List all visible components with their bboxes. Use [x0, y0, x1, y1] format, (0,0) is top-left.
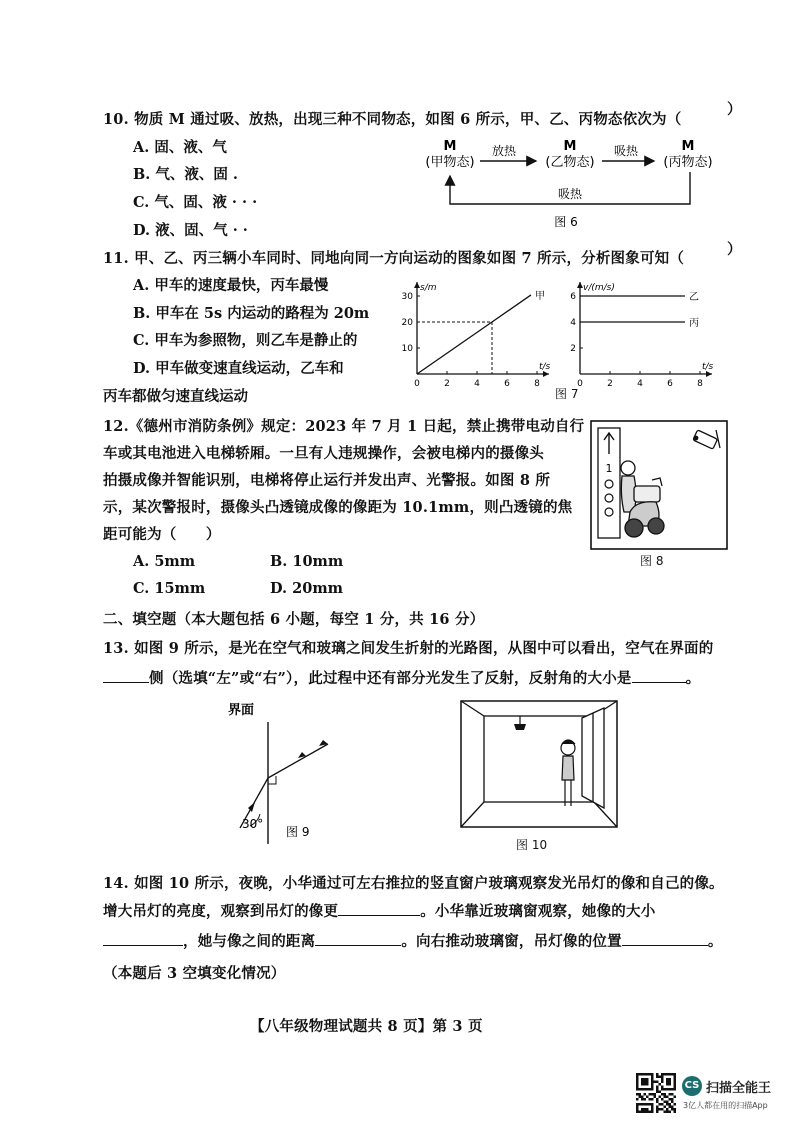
q14-line-3 [103, 930, 723, 951]
page-footer: 【八年级物理试题共 8 页】第 3 页 [250, 1018, 483, 1035]
figure-8-elevator-illustration [590, 420, 728, 550]
y-tick-label: 20 [401, 318, 413, 328]
q12-line-4: 示，某次警报时，摄像头凸透镜成像的像距为 10.1mm，则凸透镜的焦 [103, 499, 573, 516]
series-label-1: 乙 [689, 292, 699, 303]
x-tick-label: 6 [504, 379, 510, 389]
angle-label: 30° [242, 817, 264, 831]
q12-line-5: 距可能为（ ） [103, 526, 221, 543]
q11-close-paren: ） [727, 241, 742, 258]
arrow-3-label: 吸热 [557, 187, 583, 201]
figure-7-chart-s-t [395, 276, 555, 392]
x-tick-label: 0 [577, 379, 583, 389]
refracted-ray [268, 744, 328, 778]
state-1-m: M [443, 139, 457, 154]
figure-7-chart-v-t [560, 276, 730, 392]
q14-line-1: 14. 如图 10 所示，夜晚，小华通过可左右推拉的竖直窗户玻璃观察发光吊灯的像和自己的像。 [103, 875, 724, 892]
figure-6-diagram [400, 132, 720, 232]
q14-text-2a: 增大吊灯的亮度，观察到吊灯的像更 [103, 903, 339, 920]
qr-code-icon [636, 1073, 676, 1113]
window-icon [582, 708, 604, 808]
figure-9-caption: 图 9 [286, 825, 310, 839]
interface-label: 界面 [228, 703, 255, 718]
q11-stem: 11. 甲、乙、丙三辆小车同时、同地向同一方向运动的图象如图 7 所示，分析图象可知（ [103, 250, 685, 267]
y-tick-label: 10 [401, 344, 413, 354]
q14-text-3a: ，她与像之间的距离 [183, 933, 316, 950]
y-tick-label: 4 [570, 318, 576, 328]
q14-line-2 [103, 900, 655, 921]
state-3-name: (丙物态) [663, 155, 713, 170]
x-tick-label: 8 [534, 379, 540, 389]
q12-option-a: A. 5mm [133, 553, 196, 570]
q12-line-1: 12.《德州市消防条例》规定：2023 年 7 月 1 日起，禁止携带电动自行 [103, 418, 585, 435]
q12-option-d: D. 20mm [270, 580, 344, 597]
arrow-2-label: 吸热 [613, 144, 639, 158]
q11-option-d: D. 甲车做变速直线运动，乙车和 [133, 360, 344, 377]
q14-text-3b: 。向右推动玻璃窗，吊灯像的位置 [401, 933, 622, 950]
series-line-1 [417, 295, 531, 374]
q14-blank-1[interactable] [338, 901, 420, 916]
section-2-heading: 二、填空题（本大题包括 6 小题，每空 1 分，共 16 分） [103, 611, 485, 628]
series-label-2: 丙 [689, 318, 699, 329]
q14-text-2b: 。小华靠近玻璃窗观察，她像的大小 [420, 903, 656, 920]
q10-option-c: C. 气、固、液 · · · [133, 194, 258, 211]
q12-line-3: 拍摄成像并智能识别，电梯将停止运行并发出声、光警报。如图 8 所 [103, 472, 551, 489]
q11-option-d-continued: 丙车都做匀速直线运动 [103, 388, 248, 405]
figure-10-room-illustration [460, 700, 618, 828]
figure-7-caption: 图 7 [555, 387, 579, 401]
x-tick-label: 2 [444, 379, 450, 389]
state-3-m: M [681, 139, 695, 154]
q13-blank-2[interactable] [632, 668, 686, 683]
figure-6-caption: 图 6 [554, 215, 578, 229]
q10-stem: 10. 物质 M 通过吸、放热，出现三种不同物态，如图 6 所示，甲、乙、丙物态依次为（ [103, 111, 682, 128]
q12-line-2: 车或其电池进入电梯轿厢。一旦有人违规操作，会被电梯内的摄像头 [103, 445, 544, 462]
x-tick-label: 4 [637, 379, 643, 389]
q14-blank-2[interactable] [103, 931, 183, 946]
q14-blank-4[interactable] [622, 931, 708, 946]
q13-line-2 [103, 667, 700, 688]
x-tick-label: 4 [474, 379, 480, 389]
q11-option-b: B. 甲车在 5s 内运动的路程为 20m [133, 305, 370, 322]
figure-8-caption: 图 8 [640, 554, 664, 568]
q14-note: （本题后 3 空填变化情况） [103, 965, 286, 982]
q12-option-b: B. 10mm [270, 553, 344, 570]
state-2-name: (乙物态) [545, 155, 595, 170]
q13-text-2a: 侧（选填“左”或“右”），此过程中还有部分光发生了反射，反射角的大小是 [149, 670, 632, 687]
x-axis-label: t/s [702, 362, 714, 372]
q11-option-c: C. 甲车为参照物，则乙车是静止的 [133, 332, 358, 349]
q13-text-2b: 。 [685, 670, 701, 687]
y-tick-label: 2 [570, 344, 576, 354]
state-1-name: (甲物态) [425, 155, 475, 170]
y-tick-label: 6 [570, 292, 576, 302]
y-axis-label: s/m [420, 283, 437, 293]
scanner-app-name: 扫描全能王 [706, 1081, 772, 1096]
series-label-1: 甲 [535, 290, 545, 302]
camscanner-logo-icon: CS [682, 1076, 702, 1096]
scanner-tagline: 3亿人都在用的扫描App [683, 1101, 768, 1110]
floor-number: 1 [605, 462, 613, 475]
q11-option-a: A. 甲车的速度最快，丙车最慢 [133, 277, 329, 294]
q10-option-d: D. 液、固、气 · · [133, 222, 248, 239]
q10-option-a: A. 固、液、气 [133, 139, 227, 156]
figure-9-refraction-diagram [228, 698, 348, 848]
y-tick-label: 30 [401, 292, 413, 302]
x-tick-label: 0 [414, 379, 420, 389]
x-axis-label: t/s [539, 362, 551, 372]
q14-blank-3[interactable] [315, 931, 401, 946]
q13-blank-1[interactable] [103, 668, 149, 683]
q13-line-1: 13. 如图 9 所示，是光在空气和玻璃之间发生折射的光路图，从图中可以看出，空气在界面的 [103, 640, 714, 657]
figure-10-caption: 图 10 [516, 838, 548, 852]
x-tick-label: 8 [697, 379, 703, 389]
state-2-m: M [563, 139, 577, 154]
q12-option-c: C. 15mm [133, 580, 206, 597]
q10-close-paren: ） [727, 101, 742, 118]
q14-text-3c: 。 [707, 933, 723, 950]
y-axis-label: v/(m/s) [583, 283, 615, 293]
x-tick-label: 6 [667, 379, 673, 389]
x-tick-label: 2 [607, 379, 613, 389]
arrow-1-label: 放热 [491, 144, 517, 158]
q10-option-b: B. 气、液、固 . [133, 166, 238, 183]
